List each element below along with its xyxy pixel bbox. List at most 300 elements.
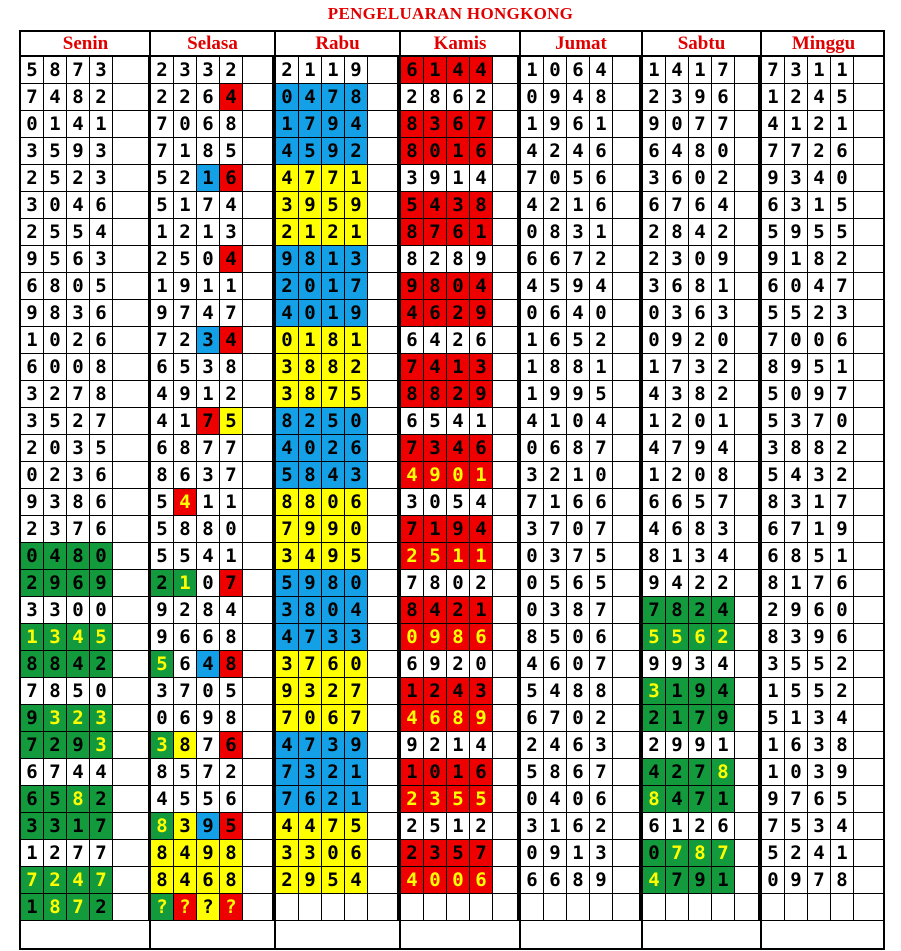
digit-cell: 8 bbox=[401, 597, 424, 624]
digit-cell: 5 bbox=[67, 678, 90, 705]
spacer-cell bbox=[613, 678, 641, 705]
digit-cell: 6 bbox=[567, 57, 590, 84]
digit-cell: 8 bbox=[151, 759, 174, 786]
spacer-cell bbox=[854, 678, 885, 705]
digit-cell: 5 bbox=[808, 678, 831, 705]
day-header-kamis: Kamis bbox=[401, 30, 519, 57]
spacer-cell bbox=[613, 165, 641, 192]
digit-cell: 4 bbox=[521, 651, 544, 678]
digit-cell: 8 bbox=[322, 570, 345, 597]
digit-cell: 6 bbox=[762, 543, 785, 570]
digit-cell: 7 bbox=[712, 489, 735, 516]
spacer-cell bbox=[493, 327, 519, 354]
digit-cell bbox=[590, 894, 613, 921]
digit-cell bbox=[401, 894, 424, 921]
digit-cell: 1 bbox=[447, 732, 470, 759]
spacer-cell bbox=[854, 624, 885, 651]
digit-cell: 1 bbox=[276, 111, 299, 138]
result-row bbox=[521, 138, 641, 165]
digit-cell: 4 bbox=[712, 597, 735, 624]
digit-cell: 0 bbox=[785, 327, 808, 354]
digit-cell: 6 bbox=[643, 813, 666, 840]
result-row bbox=[401, 111, 519, 138]
digit-cell: 0 bbox=[521, 84, 544, 111]
digit-cell: 9 bbox=[174, 381, 197, 408]
digit-cell: 4 bbox=[785, 462, 808, 489]
spacer-cell bbox=[613, 300, 641, 327]
digit-cell: 7 bbox=[276, 705, 299, 732]
digit-cell: 4 bbox=[712, 678, 735, 705]
spacer-cell bbox=[854, 705, 885, 732]
result-row bbox=[151, 435, 274, 462]
digit-cell: 4 bbox=[470, 273, 493, 300]
digit-cell: 7 bbox=[544, 705, 567, 732]
result-row bbox=[21, 894, 150, 921]
spacer-cell bbox=[613, 624, 641, 651]
digit-cell: 2 bbox=[590, 246, 613, 273]
digit-cell: 9 bbox=[151, 597, 174, 624]
digit-cell: 3 bbox=[544, 597, 567, 624]
result-row bbox=[21, 165, 150, 192]
digit-cell: 8 bbox=[174, 435, 197, 462]
digit-cell: 4 bbox=[712, 543, 735, 570]
spacer-cell bbox=[493, 435, 519, 462]
digit-cell: 8 bbox=[689, 273, 712, 300]
digit-cell: 4 bbox=[67, 867, 90, 894]
digit-cell: 8 bbox=[299, 489, 322, 516]
digit-cell: 6 bbox=[590, 624, 613, 651]
spacer-cell bbox=[493, 705, 519, 732]
digit-cell: 3 bbox=[544, 543, 567, 570]
digit-cell: 5 bbox=[831, 192, 854, 219]
digit-cell: 1 bbox=[345, 786, 368, 813]
digit-cell: 3 bbox=[276, 651, 299, 678]
spacer-cell bbox=[113, 570, 150, 597]
digit-cell: 3 bbox=[220, 219, 243, 246]
digit-cell: 8 bbox=[401, 111, 424, 138]
digit-cell: 7 bbox=[299, 651, 322, 678]
spacer-cell bbox=[493, 759, 519, 786]
result-row bbox=[21, 516, 150, 543]
result-row bbox=[21, 813, 150, 840]
digit-cell: 9 bbox=[590, 867, 613, 894]
digit-cell: 0 bbox=[424, 759, 447, 786]
digit-cell: 3 bbox=[276, 543, 299, 570]
spacer-cell bbox=[493, 84, 519, 111]
digit-cell: 0 bbox=[590, 300, 613, 327]
spacer-cell bbox=[613, 759, 641, 786]
result-row bbox=[762, 246, 885, 273]
digit-cell: 2 bbox=[299, 408, 322, 435]
digit-cell: 7 bbox=[712, 57, 735, 84]
digit-cell: 1 bbox=[299, 327, 322, 354]
digit-cell: 0 bbox=[831, 408, 854, 435]
result-row bbox=[401, 597, 519, 624]
digit-cell: 8 bbox=[220, 840, 243, 867]
digit-cell: 9 bbox=[567, 381, 590, 408]
digit-cell: 2 bbox=[447, 597, 470, 624]
spacer-cell bbox=[493, 489, 519, 516]
digit-cell: 1 bbox=[447, 543, 470, 570]
digit-cell: 1 bbox=[712, 786, 735, 813]
digit-cell: 2 bbox=[712, 570, 735, 597]
result-row bbox=[762, 354, 885, 381]
spacer-cell bbox=[113, 894, 150, 921]
digit-cell: 5 bbox=[90, 273, 113, 300]
digit-cell: 1 bbox=[712, 732, 735, 759]
result-row bbox=[643, 759, 760, 786]
digit-cell: 1 bbox=[590, 111, 613, 138]
digit-cell: 6 bbox=[831, 327, 854, 354]
digit-cell: 0 bbox=[521, 300, 544, 327]
spacer-cell bbox=[243, 381, 274, 408]
result-row bbox=[21, 84, 150, 111]
digit-cell: 2 bbox=[67, 705, 90, 732]
result-row bbox=[21, 489, 150, 516]
digit-cell: 8 bbox=[401, 381, 424, 408]
spacer-cell bbox=[368, 57, 399, 84]
spacer-cell bbox=[368, 570, 399, 597]
digit-cell: 2 bbox=[643, 705, 666, 732]
digit-cell: 4 bbox=[401, 462, 424, 489]
spacer-cell bbox=[613, 84, 641, 111]
digit-cell: 1 bbox=[90, 111, 113, 138]
digit-cell: 2 bbox=[689, 597, 712, 624]
spacer-cell bbox=[735, 219, 760, 246]
result-row bbox=[401, 651, 519, 678]
spacer-cell bbox=[613, 111, 641, 138]
spacer-cell bbox=[735, 327, 760, 354]
spacer-cell bbox=[493, 732, 519, 759]
result-row bbox=[151, 354, 274, 381]
result-row bbox=[521, 219, 641, 246]
digit-cell: 1 bbox=[447, 813, 470, 840]
spacer-cell bbox=[735, 894, 760, 921]
digit-cell: 9 bbox=[276, 678, 299, 705]
result-row bbox=[151, 489, 274, 516]
digit-cell: 0 bbox=[21, 111, 44, 138]
digit-cell: 3 bbox=[276, 840, 299, 867]
digit-cell: 5 bbox=[544, 273, 567, 300]
digit-cell: 3 bbox=[785, 489, 808, 516]
spacer-cell bbox=[735, 273, 760, 300]
digit-cell: 7 bbox=[785, 516, 808, 543]
digit-cell: 2 bbox=[67, 327, 90, 354]
digit-cell: 9 bbox=[712, 246, 735, 273]
digit-cell: 3 bbox=[151, 678, 174, 705]
digit-cell: 3 bbox=[44, 516, 67, 543]
digit-cell: 6 bbox=[424, 300, 447, 327]
digit-cell: 7 bbox=[401, 354, 424, 381]
digit-cell: 8 bbox=[689, 840, 712, 867]
digit-cell: 6 bbox=[151, 435, 174, 462]
result-row bbox=[401, 732, 519, 759]
spacer-cell bbox=[113, 840, 150, 867]
digit-cell: 1 bbox=[470, 597, 493, 624]
digit-cell: 9 bbox=[299, 867, 322, 894]
digit-cell: 8 bbox=[174, 516, 197, 543]
spacer-cell bbox=[613, 489, 641, 516]
result-row bbox=[151, 597, 274, 624]
digit-cell: 1 bbox=[712, 273, 735, 300]
spacer-cell bbox=[735, 597, 760, 624]
digit-cell: 2 bbox=[220, 759, 243, 786]
digit-cell: 8 bbox=[322, 327, 345, 354]
digit-cell: 8 bbox=[299, 246, 322, 273]
spacer-cell bbox=[243, 84, 274, 111]
digit-cell: 8 bbox=[808, 435, 831, 462]
digit-cell: 7 bbox=[590, 597, 613, 624]
result-row bbox=[151, 651, 274, 678]
digit-cell: 2 bbox=[666, 408, 689, 435]
digit-cell: 3 bbox=[785, 192, 808, 219]
digit-cell: 1 bbox=[401, 678, 424, 705]
result-row bbox=[762, 597, 885, 624]
result-row bbox=[276, 678, 399, 705]
digit-cell: 8 bbox=[67, 84, 90, 111]
result-row bbox=[151, 894, 274, 921]
digit-cell: 8 bbox=[299, 462, 322, 489]
digit-cell: 4 bbox=[174, 840, 197, 867]
digit-cell: 6 bbox=[470, 624, 493, 651]
digit-cell: 3 bbox=[808, 732, 831, 759]
digit-cell: 3 bbox=[401, 489, 424, 516]
result-row bbox=[643, 327, 760, 354]
spacer-cell bbox=[243, 219, 274, 246]
digit-cell: 1 bbox=[808, 516, 831, 543]
digit-cell: 8 bbox=[567, 354, 590, 381]
day-header-sabtu: Sabtu bbox=[643, 30, 760, 57]
digit-cell: 2 bbox=[90, 786, 113, 813]
result-row bbox=[151, 138, 274, 165]
result-row bbox=[21, 759, 150, 786]
digit-cell: 2 bbox=[544, 462, 567, 489]
digit-cell: 2 bbox=[90, 894, 113, 921]
digit-cell: 8 bbox=[590, 678, 613, 705]
digit-cell: 5 bbox=[151, 192, 174, 219]
digit-cell: 4 bbox=[299, 84, 322, 111]
digit-cell: 9 bbox=[689, 678, 712, 705]
result-row bbox=[21, 435, 150, 462]
result-row bbox=[643, 489, 760, 516]
digit-cell: 7 bbox=[322, 165, 345, 192]
spacer-cell bbox=[368, 732, 399, 759]
digit-cell: 4 bbox=[67, 759, 90, 786]
spacer-cell bbox=[368, 489, 399, 516]
digit-cell: 7 bbox=[299, 732, 322, 759]
digit-cell: 7 bbox=[666, 192, 689, 219]
result-row bbox=[401, 786, 519, 813]
digit-cell: 7 bbox=[322, 84, 345, 111]
result-row bbox=[521, 624, 641, 651]
spacer-cell bbox=[113, 408, 150, 435]
digit-cell: 8 bbox=[762, 489, 785, 516]
digit-cell: 3 bbox=[424, 840, 447, 867]
digit-cell: 1 bbox=[808, 57, 831, 84]
digit-cell: 3 bbox=[322, 624, 345, 651]
digit-cell: 0 bbox=[44, 327, 67, 354]
digit-cell: 0 bbox=[67, 354, 90, 381]
digit-cell: 4 bbox=[220, 192, 243, 219]
digit-cell: 9 bbox=[544, 111, 567, 138]
result-row bbox=[151, 381, 274, 408]
spacer-cell bbox=[854, 273, 885, 300]
digit-cell: 3 bbox=[689, 354, 712, 381]
spacer-cell bbox=[243, 408, 274, 435]
digit-cell: 4 bbox=[345, 867, 368, 894]
digit-cell: 3 bbox=[197, 57, 220, 84]
result-row bbox=[643, 300, 760, 327]
digit-cell: 1 bbox=[424, 57, 447, 84]
digit-cell: 0 bbox=[299, 435, 322, 462]
digit-cell: 8 bbox=[345, 84, 368, 111]
spacer-cell bbox=[854, 354, 885, 381]
digit-cell: 8 bbox=[689, 516, 712, 543]
digit-cell: 1 bbox=[174, 192, 197, 219]
result-row bbox=[643, 678, 760, 705]
digit-cell: 6 bbox=[689, 624, 712, 651]
result-row bbox=[276, 651, 399, 678]
digit-cell: 9 bbox=[401, 273, 424, 300]
digit-cell: 7 bbox=[151, 327, 174, 354]
digit-cell: 1 bbox=[762, 759, 785, 786]
digit-cell: 0 bbox=[424, 138, 447, 165]
spacer-cell bbox=[368, 381, 399, 408]
digit-cell: 6 bbox=[21, 273, 44, 300]
result-row bbox=[21, 327, 150, 354]
digit-cell: 6 bbox=[197, 84, 220, 111]
digit-cell: 3 bbox=[276, 597, 299, 624]
digit-cell: 9 bbox=[831, 516, 854, 543]
digit-cell: 2 bbox=[712, 381, 735, 408]
digit-cell bbox=[567, 894, 590, 921]
digit-cell: 7 bbox=[808, 408, 831, 435]
digit-cell: 5 bbox=[521, 678, 544, 705]
result-row bbox=[643, 84, 760, 111]
digit-cell: 5 bbox=[174, 246, 197, 273]
digit-cell: 5 bbox=[762, 840, 785, 867]
digit-cell: 4 bbox=[808, 84, 831, 111]
digit-cell: 9 bbox=[689, 732, 712, 759]
digit-cell: 9 bbox=[401, 732, 424, 759]
digit-cell: 7 bbox=[712, 111, 735, 138]
result-row bbox=[521, 543, 641, 570]
digit-cell: 4 bbox=[590, 57, 613, 84]
digit-cell: 6 bbox=[712, 84, 735, 111]
spacer-cell bbox=[613, 813, 641, 840]
digit-cell: 0 bbox=[521, 786, 544, 813]
digit-cell: 0 bbox=[689, 246, 712, 273]
digit-cell: 7 bbox=[21, 84, 44, 111]
digit-cell: 0 bbox=[151, 705, 174, 732]
digit-cell: 3 bbox=[666, 246, 689, 273]
digit-cell: 0 bbox=[643, 840, 666, 867]
spacer-cell bbox=[243, 543, 274, 570]
digit-cell: 6 bbox=[521, 705, 544, 732]
digit-cell: 8 bbox=[567, 678, 590, 705]
spacer-cell bbox=[113, 57, 150, 84]
digit-cell: 6 bbox=[21, 786, 44, 813]
digit-cell: 6 bbox=[590, 138, 613, 165]
result-row bbox=[21, 111, 150, 138]
digit-cell: 2 bbox=[44, 462, 67, 489]
spacer-cell bbox=[368, 273, 399, 300]
digit-cell: 1 bbox=[322, 300, 345, 327]
result-row bbox=[521, 327, 641, 354]
result-row bbox=[401, 543, 519, 570]
digit-cell: 8 bbox=[401, 138, 424, 165]
result-row bbox=[643, 651, 760, 678]
digit-cell: 4 bbox=[276, 300, 299, 327]
spacer-cell bbox=[735, 759, 760, 786]
result-row bbox=[401, 813, 519, 840]
digit-cell: 0 bbox=[643, 300, 666, 327]
digit-cell: 9 bbox=[299, 516, 322, 543]
digit-cell: ? bbox=[220, 894, 243, 921]
digit-cell: 2 bbox=[174, 597, 197, 624]
digit-cell: 1 bbox=[762, 84, 785, 111]
result-row bbox=[643, 138, 760, 165]
result-row bbox=[521, 57, 641, 84]
spacer-cell bbox=[854, 570, 885, 597]
spacer-cell bbox=[493, 273, 519, 300]
digit-cell: 5 bbox=[151, 651, 174, 678]
result-row bbox=[762, 759, 885, 786]
digit-cell: 9 bbox=[322, 516, 345, 543]
digit-cell: 5 bbox=[785, 300, 808, 327]
result-row bbox=[521, 435, 641, 462]
result-row bbox=[21, 840, 150, 867]
digit-cell: 8 bbox=[544, 759, 567, 786]
digit-cell: 4 bbox=[567, 84, 590, 111]
digit-cell: 9 bbox=[785, 597, 808, 624]
result-row bbox=[401, 705, 519, 732]
digit-cell: 4 bbox=[643, 381, 666, 408]
digit-cell: 4 bbox=[151, 786, 174, 813]
digit-cell: 3 bbox=[643, 273, 666, 300]
digit-cell: 2 bbox=[67, 408, 90, 435]
spacer-cell bbox=[854, 246, 885, 273]
result-row bbox=[762, 300, 885, 327]
digit-cell: 2 bbox=[521, 732, 544, 759]
spacer-cell bbox=[368, 678, 399, 705]
digit-cell: 6 bbox=[666, 489, 689, 516]
digit-cell: 0 bbox=[808, 327, 831, 354]
result-row bbox=[151, 246, 274, 273]
spacer-cell bbox=[368, 597, 399, 624]
result-row bbox=[762, 894, 885, 921]
result-row bbox=[151, 165, 274, 192]
digit-cell: 1 bbox=[666, 678, 689, 705]
digit-cell: 1 bbox=[808, 489, 831, 516]
digit-cell: 7 bbox=[220, 570, 243, 597]
result-row bbox=[276, 84, 399, 111]
digit-cell: 8 bbox=[44, 651, 67, 678]
digit-cell: 4 bbox=[666, 570, 689, 597]
result-row bbox=[401, 840, 519, 867]
digit-cell: 8 bbox=[447, 624, 470, 651]
digit-cell: 1 bbox=[424, 516, 447, 543]
digit-cell: 2 bbox=[666, 759, 689, 786]
digit-cell: 1 bbox=[220, 273, 243, 300]
spacer-cell bbox=[243, 192, 274, 219]
digit-cell: 0 bbox=[322, 597, 345, 624]
digit-cell: 5 bbox=[521, 759, 544, 786]
result-row bbox=[21, 57, 150, 84]
digit-cell: 2 bbox=[174, 219, 197, 246]
spacer-cell bbox=[243, 273, 274, 300]
result-row bbox=[762, 624, 885, 651]
